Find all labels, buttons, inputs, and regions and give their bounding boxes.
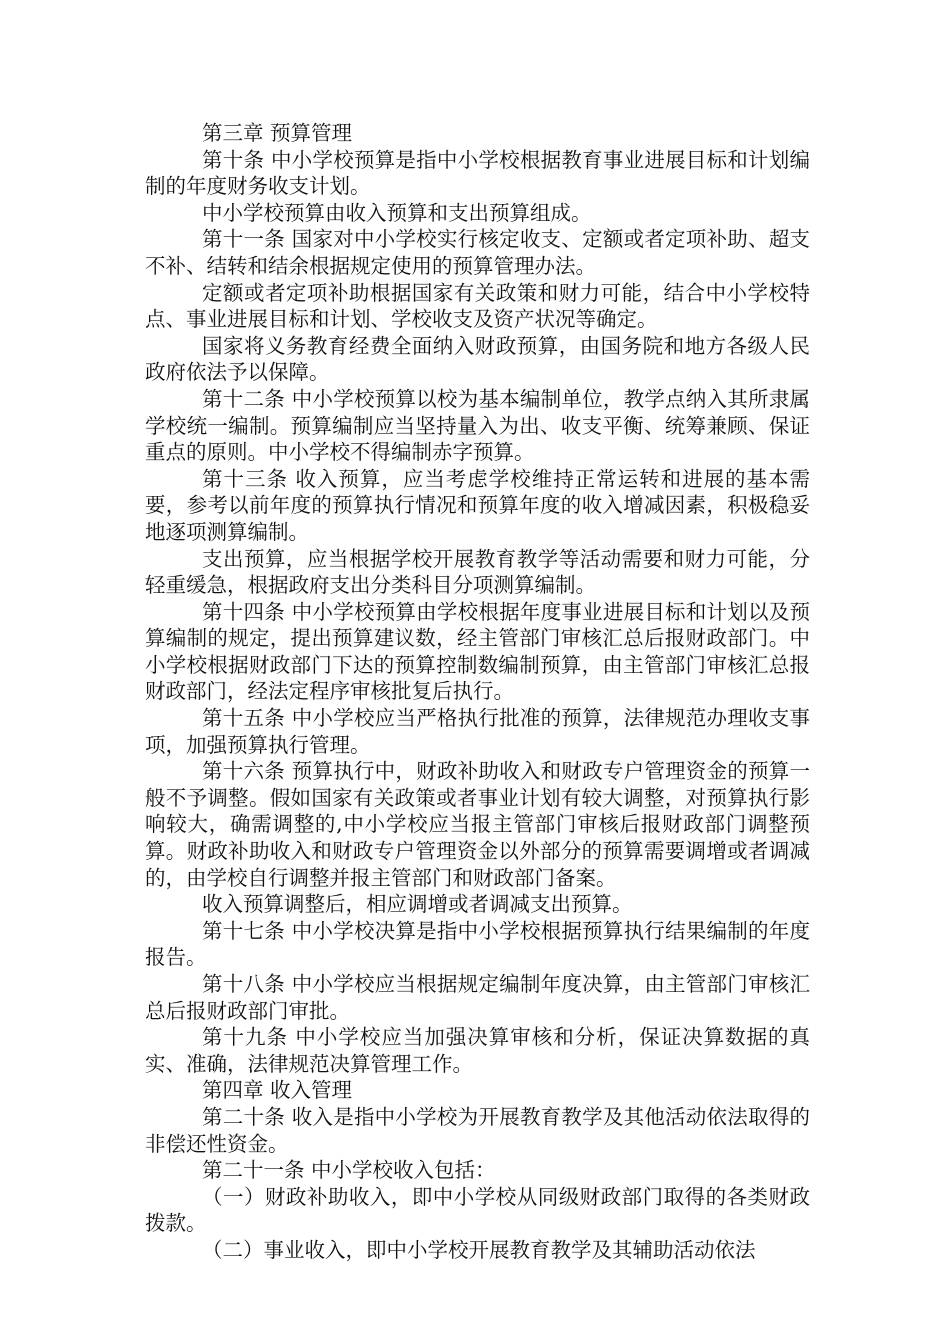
article-paragraph: 第十三条 收入预算，应当考虑学校维持正常运转和进展的基本需要，参考以前年度的预算执行情况和预算年度的收入增减因素，积极稳妥地逐项测算编制。 [145,466,810,544]
chapter-heading: 第三章 预算管理 [202,121,353,145]
article-paragraph: 第二十条 收入是指中小学校为开展教育教学及其他活动依法取得的非偿还性资金。 [145,1104,810,1156]
chapter-heading: 第四章 收入管理 [202,1078,353,1103]
article-paragraph: 第十九条 中小学校应当加强决算审核和分析，保证决算数据的真实、准确，法律规范决算管理工作。 [145,1025,810,1076]
article-paragraph: 第十一条 国家对中小学校实行核定收支、定额或者定项补助、超支不补、结转和结余根据规定使用的预算管理办法。 [145,227,810,278]
list-item: （二）事业收入，即中小学校开展教育教学及其辅助活动依法 [202,1237,756,1262]
article-paragraph: 支出预算，应当根据学校开展教育教学等活动需要和财力可能，分轻重缓急，根据政府支出分类科目分项测算编制。 [145,546,810,598]
article-paragraph: 第十六条 预算执行中，财政补助收入和财政专户管理资金的预算一般不予调整。假如国家有关政策或者事业计划有较大调整，对预算执行影响较大，确需调整的,中小学校应当报主管部门审核后报财政部门调整预算。财政补助收入和财政专户管理资金以外部分的预算需要调增或者调减的，由学校自行调整并报主管部门和财政部门备案。 [145,759,810,890]
article-paragraph: 第十七条 中小学校决算是指中小学校根据预算执行结果编制的年度报告。 [145,918,810,970]
article-paragraph: 中小学校预算由收入预算和支出预算组成。 [202,200,592,225]
article-paragraph: 第二十一条 中小学校收入包括： [202,1158,496,1183]
article-paragraph: 收入预算调整后，相应调增或者调减支出预算。 [202,892,633,917]
document-page [145,120,810,1264]
article-paragraph: 定额或者定项补助根据国家有关政策和财力可能，结合中小学校特点、事业进展目标和计划、学校收支及资产状况等确定。 [145,280,810,332]
article-paragraph: 国家将义务教育经费全面纳入财政预算，由国务院和地方各级人民政府依法予以保障。 [145,333,810,385]
article-paragraph: 第十二条 中小学校预算以校为基本编制单位，教学点纳入其所隶属学校统一编制。预算编制应当坚持量入为出、收支平衡、统筹兼顾、保证重点的原则。中小学校不得编制赤字预算。 [145,386,810,465]
article-paragraph: 第十四条 中小学校预算由学校根据年度事业进展目标和计划以及预算编制的规定，提出预算建议数，经主管部门审核汇总后报财政部门。中小学校根据财政部门下达的预算控制数编制预算，由主管部门审核汇总报财政部门，经法定程序审核批复后执行。 [145,599,810,704]
article-paragraph: 第十八条 中小学校应当根据规定编制年度决算，由主管部门审核汇总后报财政部门审批。 [145,972,810,1023]
article-paragraph: 第十五条 中小学校应当严格执行批准的预算，法律规范办理收支事项，加强预算执行管理。 [145,706,810,757]
article-paragraph: 第十条 中小学校预算是指中小学校根据教育事业进展目标和计划编制的年度财务收支计划。 [145,147,810,199]
list-item: （一）财政补助收入，即中小学校从同级财政部门取得的各类财政拨款。 [145,1184,810,1236]
